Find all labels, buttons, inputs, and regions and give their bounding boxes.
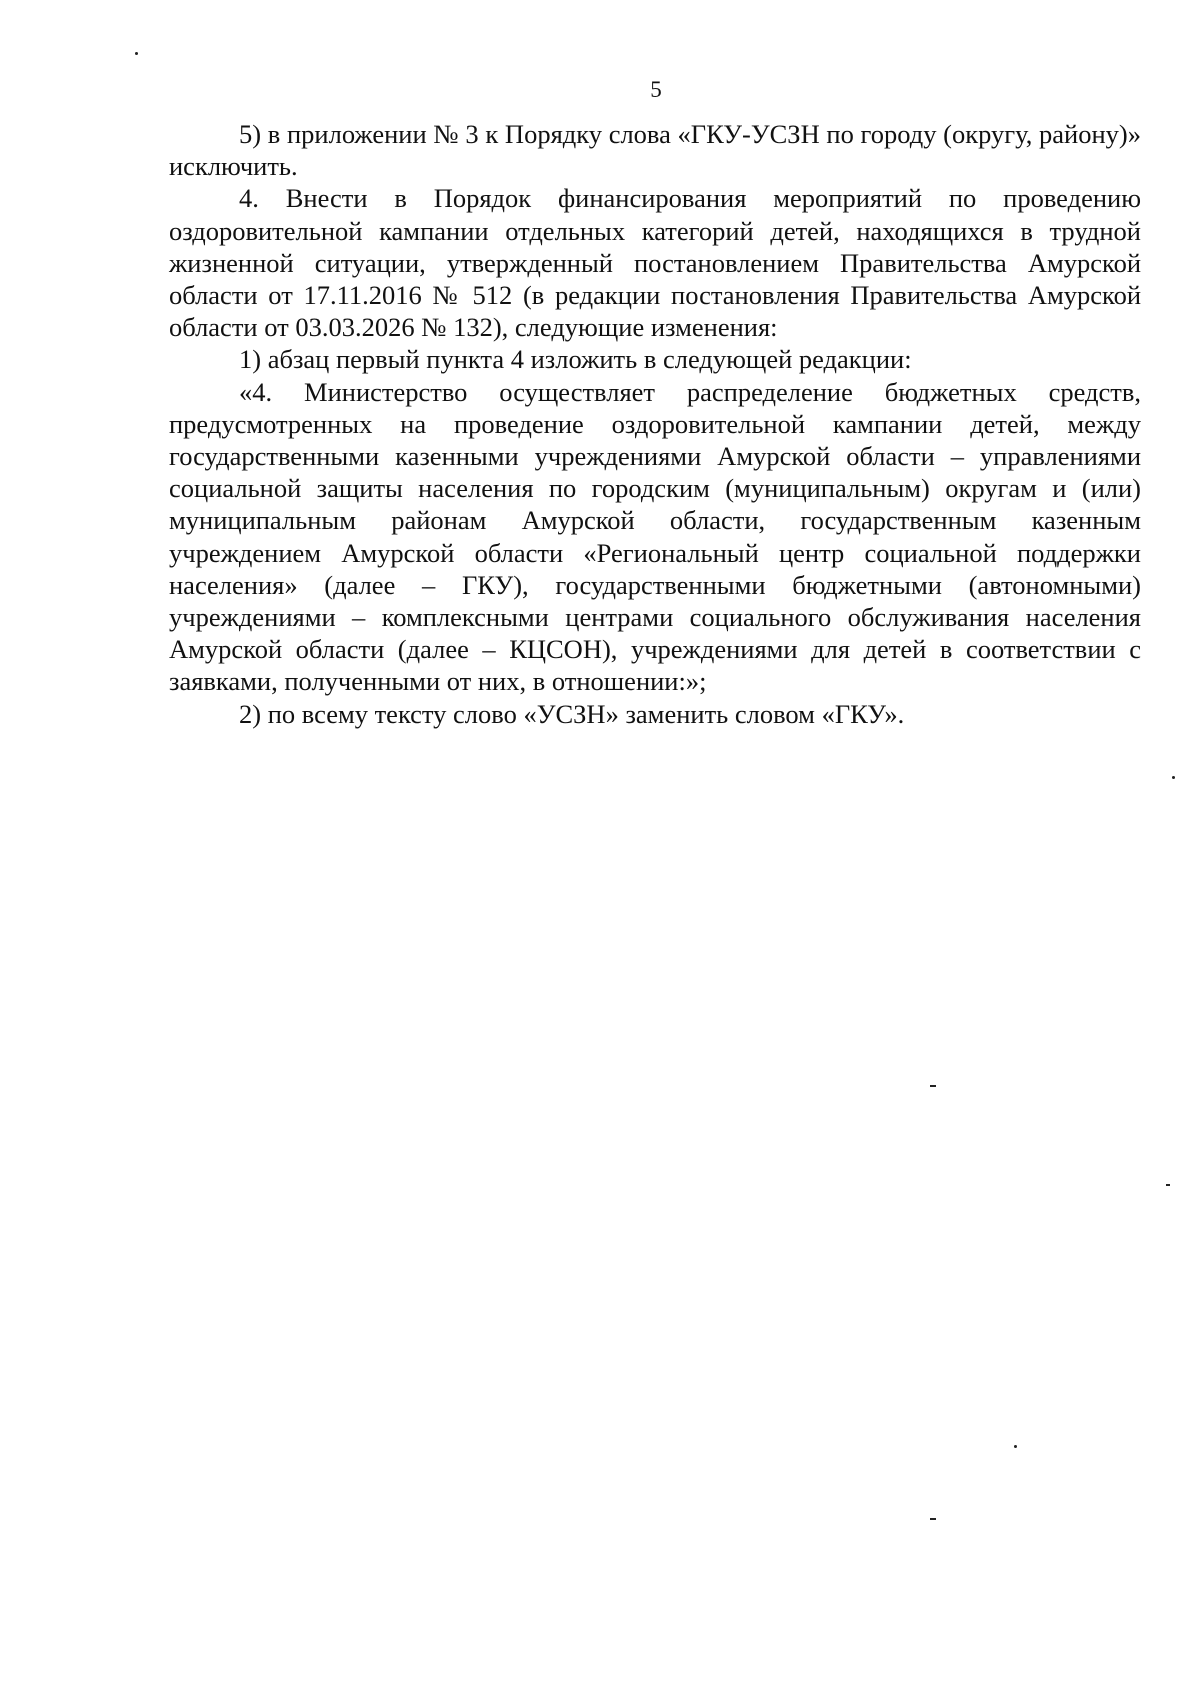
scan-speck: [1166, 1184, 1170, 1186]
scan-speck: [1014, 1445, 1017, 1448]
page-number: 5: [650, 77, 662, 102]
paragraph-section-4-intro: 4. Внести в Порядок финансирования мероприятий по проведению оздоровительной кампании отдельных категорий детей, находящихся в трудной жизненной ситуации, утвержденный постановлением Правительства Амурской области от 17.11.2016 № 512 (в редакции постановления Правительства Амурской области от 03.03.2026 № 132), следующие изменения:: [169, 183, 1141, 343]
scan-speck: [1172, 776, 1175, 779]
paragraph-subitem-1: 1) абзац первый пункта 4 изложить в следующей редакции:: [239, 344, 912, 375]
paragraph-item-5-appendix: 5) в приложении № 3 к Порядку слова «ГКУ-УСЗН по городу (округу, району)» исключить.: [169, 119, 1141, 182]
scan-speck: [930, 1518, 936, 1520]
paragraph-subitem-2: 2) по всему тексту слово «УСЗН» заменить словом «ГКУ».: [239, 698, 905, 729]
paragraph-quoted-clause-4: «4. Министерство осуществляет распределение бюджетных средств, предусмотренных на проведение оздоровительной кампании детей, между государственными казенными учреждениями Амурской области – управлениями социальной защиты населения по городским (муниципальным) округам и (или) муниципальным районам Амурской области, государственным казенным учреждением Амурской области «Региональный центр социальной поддержки населения» (далее – ГКУ), государственными бюджетными (автономными) учреждениями – комплексными центрами социального обслуживания населения Амурской области (далее – КЦСОН), учреждениями для детей в соответствии с заявками, полученными от них, в отношении:»;: [169, 376, 1141, 697]
document-body: [169, 118, 1141, 730]
scan-speck: [135, 52, 138, 55]
scan-speck: [930, 1085, 936, 1087]
